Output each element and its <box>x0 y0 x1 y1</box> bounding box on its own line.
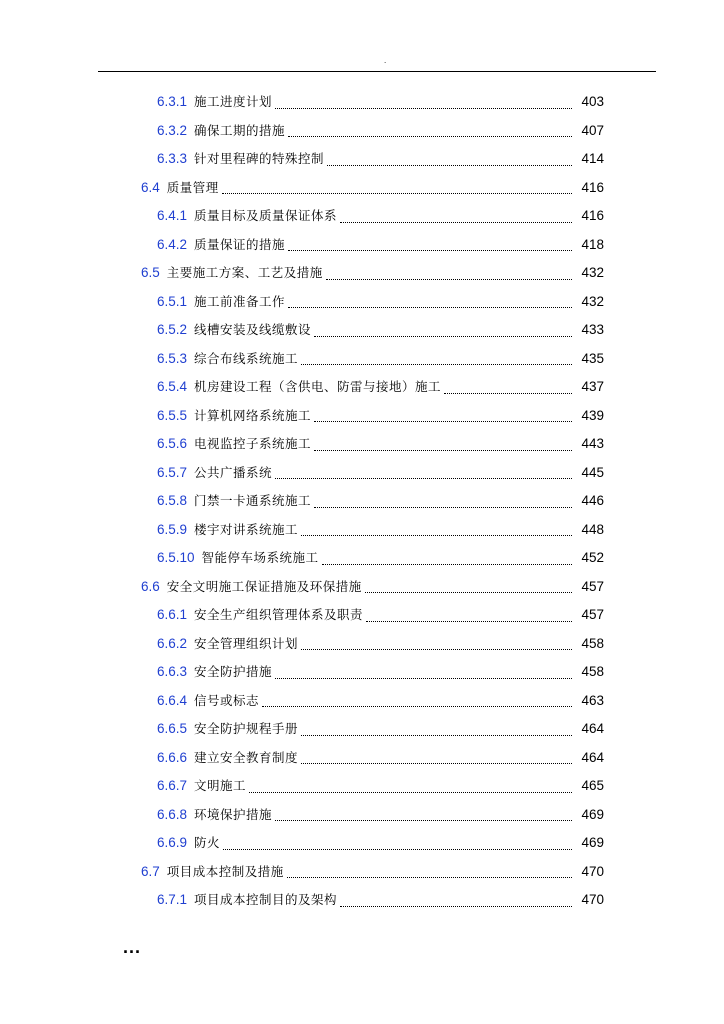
toc-entry-title: 施工进度计划 <box>194 94 273 110</box>
toc-dot-leader <box>287 867 572 878</box>
toc-entry-number: 6.5.1 <box>157 293 188 309</box>
toc-dot-leader <box>249 782 572 793</box>
toc-entry[interactable] <box>0 345 724 374</box>
toc-entry-title: 信号或标志 <box>194 692 260 708</box>
toc-entry[interactable] <box>0 402 724 431</box>
toc-entry-page: 452 <box>581 550 604 566</box>
toc-dot-leader <box>301 753 572 764</box>
toc-entry-page: 464 <box>581 749 604 765</box>
toc-entry-page: 457 <box>581 578 604 594</box>
toc-dot-leader <box>314 411 572 422</box>
toc-dot-leader <box>288 240 572 251</box>
toc-entry-title: 项目成本控制目的及架构 <box>194 892 338 908</box>
toc-entry-number: 6.6.8 <box>157 806 188 822</box>
table-of-contents <box>0 88 724 915</box>
toc-entry-title: 综合布线系统施工 <box>194 350 299 366</box>
toc-entry-number: 6.5.5 <box>157 407 188 423</box>
toc-entry-page: 458 <box>581 664 604 680</box>
toc-dot-leader <box>301 639 572 650</box>
toc-entry-page: 416 <box>581 208 604 224</box>
toc-entry-number: 6.5.6 <box>157 436 188 452</box>
toc-entry-number: 6.3.1 <box>157 94 188 110</box>
toc-dot-leader <box>326 269 572 280</box>
toc-entry-title: 主要施工方案、工艺及措施 <box>166 265 323 281</box>
toc-dot-leader <box>327 155 572 166</box>
toc-entry-title: 安全防护措施 <box>194 664 273 680</box>
toc-entry-title: 质量管理 <box>166 179 219 195</box>
toc-entry[interactable] <box>0 288 724 317</box>
toc-entry-page: 437 <box>581 379 604 395</box>
toc-entry-number: 6.3.3 <box>157 151 188 167</box>
toc-entry[interactable] <box>0 145 724 174</box>
toc-entry[interactable] <box>0 459 724 488</box>
toc-entry-number: 6.5.2 <box>157 322 188 338</box>
toc-entry-page: 457 <box>581 607 604 623</box>
toc-entry-page: 416 <box>581 179 604 195</box>
toc-entry-title: 门禁一卡通系统施工 <box>194 493 312 509</box>
toc-dot-leader <box>275 668 572 679</box>
toc-dot-leader <box>340 212 572 223</box>
footer-mark: ... <box>123 937 142 957</box>
toc-entry-title: 公共广播系统 <box>194 464 273 480</box>
toc-entry-page: 458 <box>581 635 604 651</box>
toc-entry-title: 环境保护措施 <box>194 806 273 822</box>
toc-entry-title: 线槽安装及线缆敷设 <box>194 322 312 338</box>
toc-entry[interactable] <box>0 88 724 117</box>
toc-entry-number: 6.5.8 <box>157 493 188 509</box>
toc-entry-title: 机房建设工程（含供电、防雷与接地）施工 <box>194 379 442 395</box>
toc-dot-leader <box>288 126 572 137</box>
toc-dot-leader <box>301 725 572 736</box>
toc-entry[interactable] <box>0 259 724 288</box>
toc-entry-number: 6.6.2 <box>157 635 188 651</box>
toc-entry-page: 465 <box>581 778 604 794</box>
toc-entry-page: 433 <box>581 322 604 338</box>
toc-entry-title: 施工前准备工作 <box>194 293 286 309</box>
toc-entry[interactable] <box>0 516 724 545</box>
toc-entry[interactable] <box>0 231 724 260</box>
toc-entry-title: 安全管理组织计划 <box>194 635 299 651</box>
toc-dot-leader <box>223 839 572 850</box>
toc-entry-number: 6.5.4 <box>157 379 188 395</box>
toc-entry[interactable] <box>0 772 724 801</box>
toc-dot-leader <box>275 98 572 109</box>
toc-dot-leader <box>365 582 572 593</box>
toc-entry[interactable] <box>0 573 724 602</box>
toc-entry[interactable] <box>0 373 724 402</box>
toc-entry-title: 楼宇对讲系统施工 <box>194 521 299 537</box>
toc-entry-title: 文明施工 <box>194 778 247 794</box>
toc-entry-page: 435 <box>581 350 604 366</box>
toc-entry-title: 确保工期的措施 <box>194 122 286 138</box>
toc-entry-title: 质量保证的措施 <box>194 236 286 252</box>
toc-entry[interactable] <box>0 687 724 716</box>
toc-entry[interactable] <box>0 487 724 516</box>
toc-entry-page: 469 <box>581 835 604 851</box>
toc-entry-number: 6.6.6 <box>157 749 188 765</box>
toc-entry[interactable] <box>0 430 724 459</box>
toc-entry[interactable] <box>0 658 724 687</box>
toc-entry-page: 403 <box>581 94 604 110</box>
toc-entry-number: 6.5.9 <box>157 521 188 537</box>
toc-dot-leader <box>322 554 572 565</box>
toc-dot-leader <box>301 354 572 365</box>
toc-entry-title: 安全防护规程手册 <box>194 721 299 737</box>
toc-dot-leader <box>275 810 572 821</box>
toc-dot-leader <box>301 525 572 536</box>
toc-entry-page: 414 <box>581 151 604 167</box>
toc-entry-number: 6.6 <box>141 578 160 594</box>
toc-entry-number: 6.6.1 <box>157 607 188 623</box>
toc-entry-page: 432 <box>581 293 604 309</box>
toc-entry[interactable] <box>0 744 724 773</box>
toc-entry[interactable] <box>0 601 724 630</box>
toc-entry[interactable] <box>0 316 724 345</box>
toc-entry-number: 6.4 <box>141 179 160 195</box>
toc-entry-number: 6.5 <box>141 265 160 281</box>
toc-entry-number: 6.6.5 <box>157 721 188 737</box>
toc-entry-number: 6.7.1 <box>157 892 188 908</box>
toc-dot-leader <box>340 896 572 907</box>
toc-entry-page: 432 <box>581 265 604 281</box>
toc-entry-number: 6.4.2 <box>157 236 188 252</box>
toc-entry-number: 6.4.1 <box>157 208 188 224</box>
toc-entry-number: 6.6.4 <box>157 692 188 708</box>
toc-entry-page: 439 <box>581 407 604 423</box>
toc-entry-number: 6.5.3 <box>157 350 188 366</box>
toc-entry-number: 6.3.2 <box>157 122 188 138</box>
toc-entry-page: 446 <box>581 493 604 509</box>
toc-dot-leader <box>262 696 572 707</box>
toc-entry[interactable] <box>0 117 724 146</box>
toc-entry[interactable] <box>0 858 724 887</box>
toc-entry-page: 448 <box>581 521 604 537</box>
toc-entry-number: 6.6.7 <box>157 778 188 794</box>
toc-entry-page: 407 <box>581 122 604 138</box>
toc-entry-page: 445 <box>581 464 604 480</box>
toc-entry-number: 6.5.10 <box>157 550 195 566</box>
toc-entry[interactable] <box>0 886 724 915</box>
toc-entry-page: 418 <box>581 236 604 252</box>
toc-dot-leader <box>275 468 572 479</box>
toc-entry-page: 463 <box>581 692 604 708</box>
toc-entry-page: 470 <box>581 863 604 879</box>
toc-entry-number: 6.5.7 <box>157 464 188 480</box>
toc-entry-title: 智能停车场系统施工 <box>201 550 319 566</box>
toc-entry-number: 6.6.3 <box>157 664 188 680</box>
toc-entry-number: 6.6.9 <box>157 835 188 851</box>
toc-entry-number: 6.7 <box>141 863 160 879</box>
toc-entry-page: 464 <box>581 721 604 737</box>
header-rule <box>98 71 656 72</box>
toc-dot-leader <box>366 611 572 622</box>
toc-entry-page: 469 <box>581 806 604 822</box>
toc-entry-title: 电视监控子系统施工 <box>194 436 312 452</box>
toc-entry-title: 质量目标及质量保证体系 <box>194 208 338 224</box>
toc-dot-leader <box>314 440 572 451</box>
toc-entry-title: 防火 <box>194 835 221 851</box>
toc-dot-leader <box>222 183 572 194</box>
toc-entry[interactable] <box>0 801 724 830</box>
toc-entry-title: 计算机网络系统施工 <box>194 407 312 423</box>
toc-dot-leader <box>288 297 572 308</box>
toc-entry-page: 443 <box>581 436 604 452</box>
toc-entry[interactable] <box>0 174 724 203</box>
toc-entry[interactable] <box>0 829 724 858</box>
toc-entry[interactable] <box>0 630 724 659</box>
toc-entry-title: 建立安全教育制度 <box>194 749 299 765</box>
toc-entry[interactable] <box>0 202 724 231</box>
toc-dot-leader <box>314 326 572 337</box>
toc-entry-title: 项目成本控制及措施 <box>166 863 284 879</box>
toc-entry-title: 安全生产组织管理体系及职责 <box>194 607 364 623</box>
toc-entry-title: 针对里程碑的特殊控制 <box>194 151 325 167</box>
toc-entry[interactable] <box>0 715 724 744</box>
toc-entry-page: 470 <box>581 892 604 908</box>
toc-entry-title: 安全文明施工保证措施及环保措施 <box>166 578 362 594</box>
toc-dot-leader <box>444 383 572 394</box>
header-mark: . <box>384 56 387 65</box>
toc-entry[interactable] <box>0 544 724 573</box>
toc-dot-leader <box>314 497 572 508</box>
